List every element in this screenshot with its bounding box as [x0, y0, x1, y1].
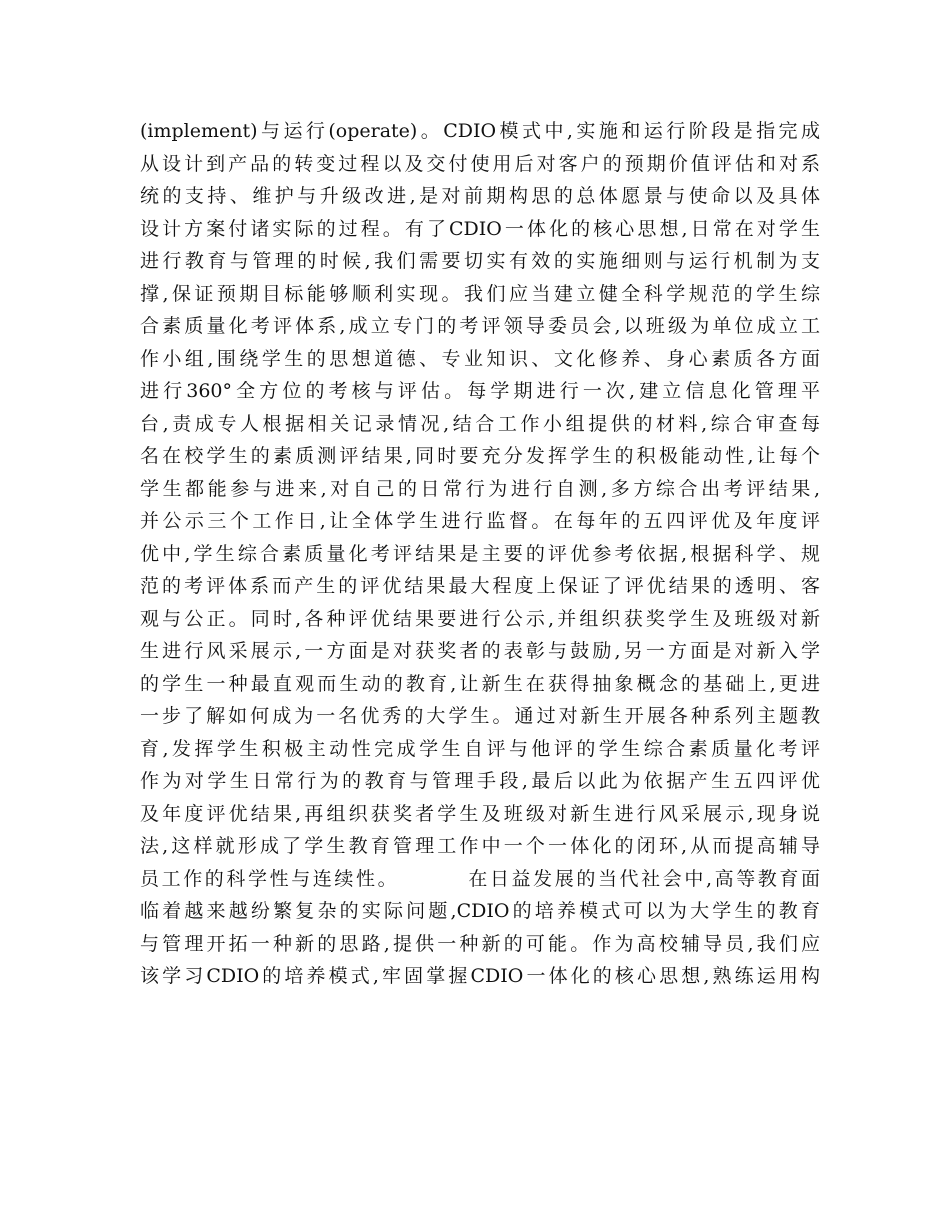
text-line-16: 观与公正。同时,各种评优结果要进行公示,并组织获奖学生及班级对新 [140, 607, 820, 630]
text-line-27: 该学习CDIO的培养模式,牢固掌握CDIO一体化的核心思想,熟练运用构 [140, 965, 820, 987]
text-line-9: 进行360°全方位的考核与评估。每学期进行一次,建立信息化管理平 [140, 380, 820, 402]
text-line-2: 从设计到产品的转变过程以及交付使用后对客户的预期价值评估和对系 [140, 152, 820, 175]
text-line-8: 作小组,围绕学生的思想道德、专业知识、文化修养、身心素质各方面 [140, 347, 820, 370]
text-line-21: 作为对学生日常行为的教育与管理手段,最后以此为依据产生五四评优 [140, 770, 820, 792]
text-line-15: 范的考评体系而产生的评优结果最大程度上保证了评优结果的透明、客 [140, 575, 820, 597]
text-line-10: 台,责成专人根据相关记录情况,结合工作小组提供的材料,综合审查每 [140, 412, 820, 435]
text-line-24: 员工作的科学性与连续性。 在日益发展的当代社会中,高等教育面 [140, 867, 820, 890]
text-line-19: 一步了解如何成为一名优秀的大学生。通过对新生开展各种系列主题教 [140, 705, 820, 727]
text-line-13: 并公示三个工作日,让全体学生进行监督。在每年的五四评优及年度评 [140, 510, 820, 532]
text-line-5: 进行教育与管理的时候,我们需要切实有效的实施细则与运行机制为支 [140, 250, 820, 272]
text-line-23: 法,这样就形成了学生教育管理工作中一个一体化的闭环,从而提高辅导 [140, 835, 820, 857]
text-line-11: 名在校学生的素质测评结果,同时要充分发挥学生的积极能动性,让每个 [140, 445, 820, 467]
text-line-22: 及年度评优结果,再组织获奖者学生及班级对新生进行风采展示,现身说 [140, 802, 820, 825]
text-line-20: 育,发挥学生积极主动性完成学生自评与他评的学生综合素质量化考评 [140, 737, 820, 760]
text-line-12: 学生都能参与进来,对自己的日常行为进行自测,多方综合出考评结果, [140, 477, 820, 500]
text-line-26: 与管理开拓一种新的思路,提供一种新的可能。作为高校辅导员,我们应 [140, 932, 820, 955]
text-line-17: 生进行风采展示,一方面是对获奖者的表彰与鼓励,另一方面是对新入学 [140, 640, 820, 662]
text-line-4: 设计方案付诸实际的过程。有了CDIO一体化的核心思想,日常在对学生 [140, 217, 820, 240]
text-line-6: 撑,保证预期目标能够顺利实现。我们应当建立健全科学规范的学生综 [140, 282, 820, 305]
text-line-14: 优中,学生综合素质量化考评结果是主要的评优参考依据,根据科学、规 [140, 542, 820, 565]
text-line-7: 合素质量化考评体系,成立专门的考评领导委员会,以班级为单位成立工 [140, 315, 820, 337]
text-line-1: (implement)与运行(operate)。CDIO模式中,实施和运行阶段是指完成 [140, 120, 820, 142]
text-line-3: 统的支持、维护与升级改进,是对前期构思的总体愿景与使命以及具体 [140, 185, 820, 207]
text-line-18: 的学生一种最直观而生动的教育,让新生在获得抽象概念的基础上,更进 [140, 672, 820, 695]
text-line-25: 临着越来越纷繁复杂的实际问题,CDIO的培养模式可以为大学生的教育 [140, 900, 820, 922]
body-text [140, 115, 820, 993]
